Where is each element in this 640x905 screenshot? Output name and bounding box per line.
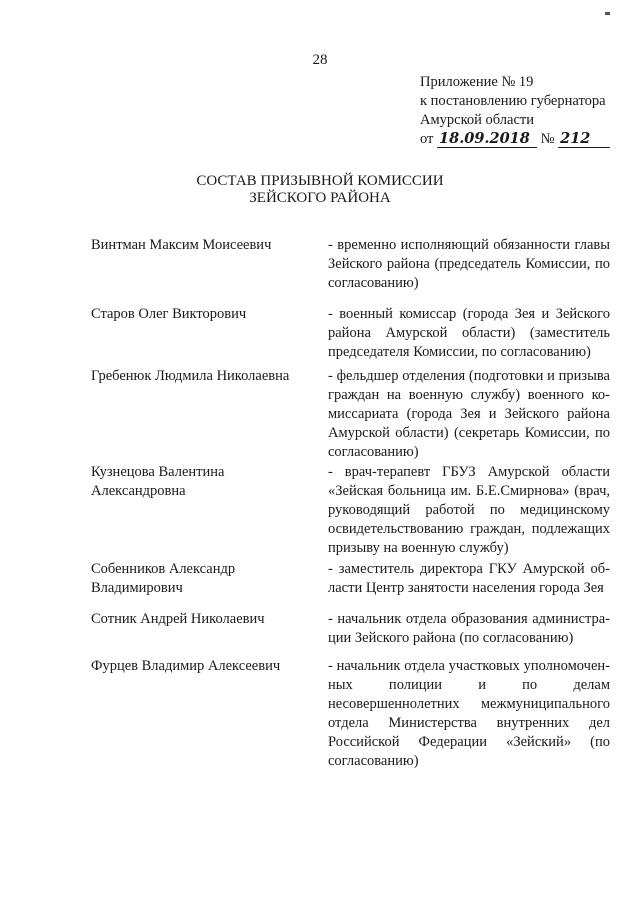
appendix-header — [420, 73, 610, 149]
appendix-decree: к постановлению губернатора — [420, 93, 606, 109]
member-name: Сотник Андрей Николаевич — [91, 611, 265, 627]
title-line-1: СОСТАВ ПРИЗЫВНОЙ КОМИССИИ — [196, 173, 444, 189]
member-name: Винтман Максим Моисеевич — [91, 237, 272, 253]
handwritten-date: 18.09.2018 — [437, 131, 537, 148]
appendix-date-line — [420, 130, 610, 149]
member-name: Старов Олег Викторович — [91, 306, 247, 322]
member-duty: - начальник отдела участковых уполномоченных полиции и по делам несовершеннолетних межмуниципального отдела Министерства внутренних дел Российской Федерации «Зейский» (по согласованию) — [328, 658, 610, 769]
handwritten-number: 212 — [558, 131, 610, 148]
number-prefix: № — [540, 131, 555, 147]
member-name: Кузнецова Валентина Александровна — [91, 464, 225, 499]
member-name: Собенников Александр Владимирович — [91, 561, 236, 596]
member-duty: - начальник отдела образования администрации Зейского района (по согласованию) — [328, 611, 610, 646]
member-duty: - заместитель директора ГКУ Амурской области Центр занятости населения города Зея — [328, 561, 610, 596]
member-name: Гребенюк Людмила Николаевна — [91, 368, 290, 384]
member-duty: - временно исполняющий обязанности главы Зейского района (председатель Комиссии, по согласованию) — [328, 237, 610, 291]
member-duty: - фельдшер отделения (подготовки и призыва граждан на военную службу) военного комиссариата (города Зея и Зейского района Амурской области) (секретарь Комиссии, по согласованию) — [328, 368, 610, 460]
page-number: 28 — [312, 52, 328, 68]
date-prefix: от — [420, 131, 434, 147]
member-duty: - врач-терапевт ГБУЗ Амурской области «Зейская больница им. Б.Е.Смирнова» (врач, руководящий работой по медицинскому освидетельствованию граждан, подлежащих призыву на военную службу) — [328, 464, 610, 556]
member-name: Фурцев Владимир Алексеевич — [91, 658, 281, 674]
document-title — [0, 173, 640, 207]
title-line-2: ЗЕЙСКОГО РАЙОНА — [249, 190, 391, 206]
appendix-label: Приложение № 19 — [420, 74, 534, 90]
appendix-region: Амурской области — [420, 112, 534, 128]
scan-mark — [605, 12, 610, 15]
member-duty: - военный комиссар (города Зея и Зейского района Амурской области) (заместитель председателя Комиссии, по согласованию) — [328, 306, 610, 360]
